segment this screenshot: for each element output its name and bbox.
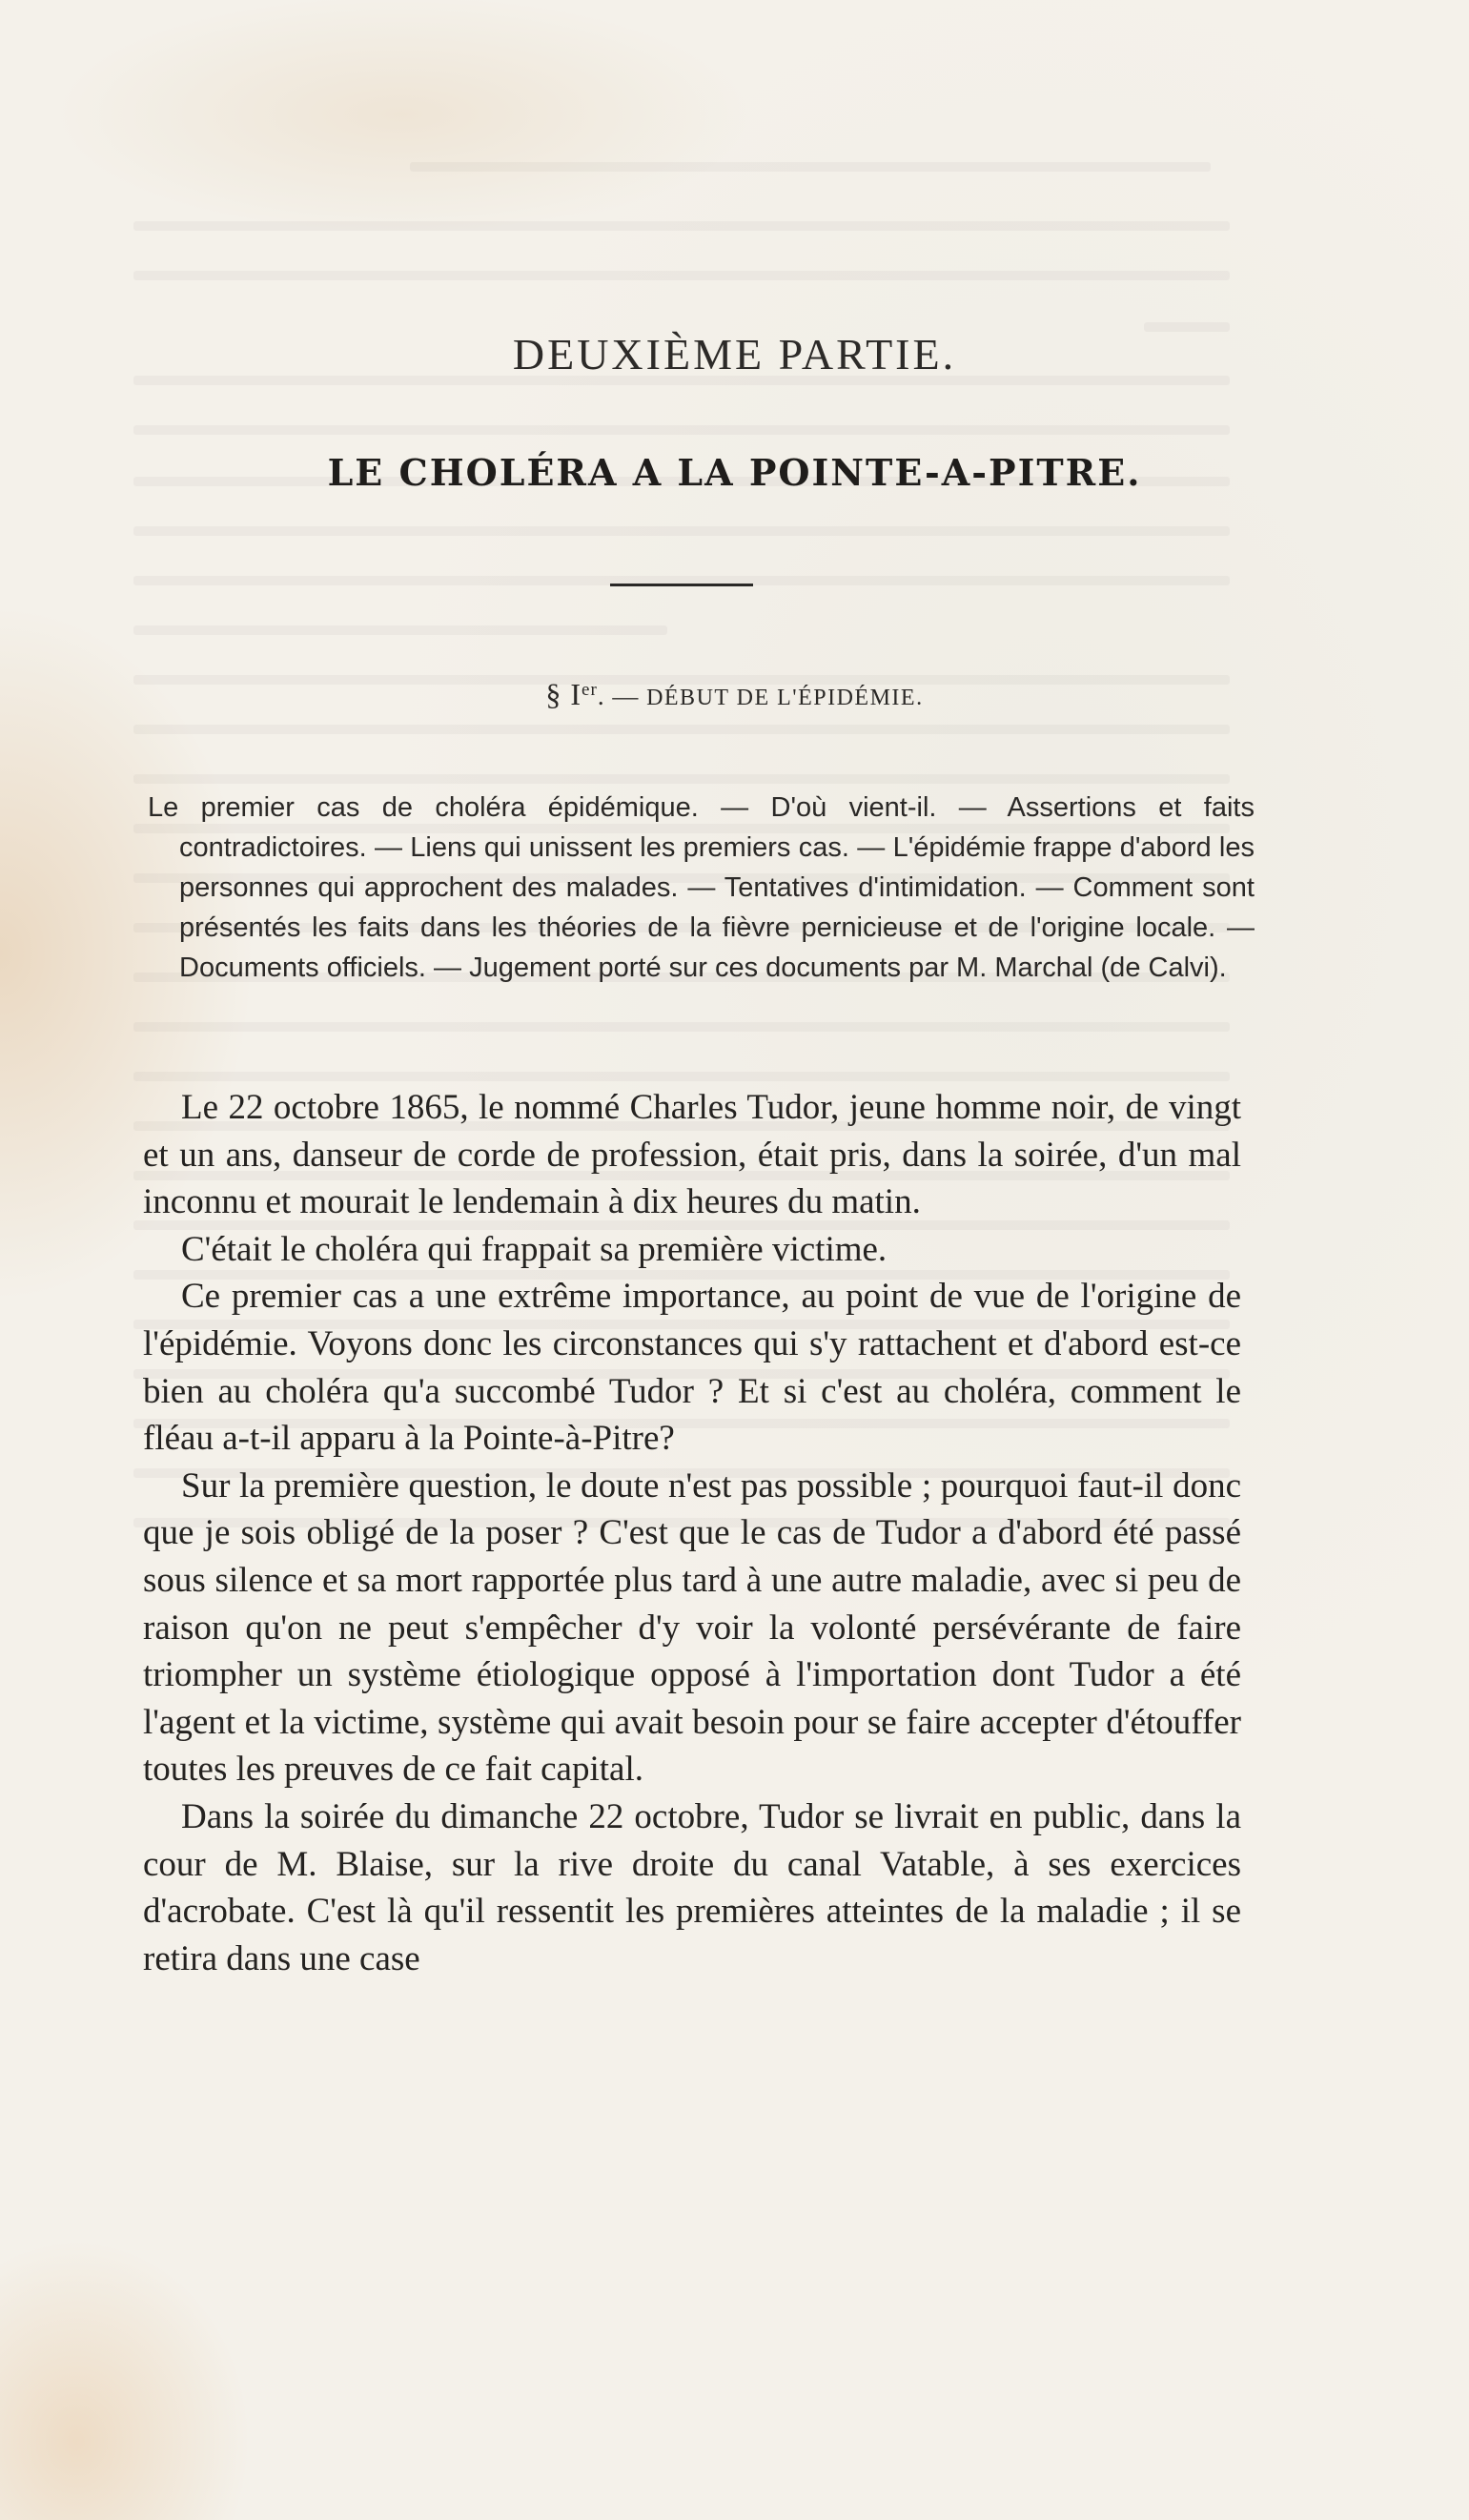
title-divider: [610, 584, 753, 586]
body-text: [143, 1084, 1241, 1982]
section-number: § I: [545, 677, 582, 711]
section-heading: [0, 677, 1469, 712]
paragraph: Le 22 octobre 1865, le nommé Charles Tudor, jeune homme noir, de vingt et un ans, danseur de corde de profession, était pris, dans la soirée, d'un mal inconnu et mourait le lendemain à dix heures du matin.: [143, 1088, 1241, 1222]
paragraph: C'était le choléra qui frappait sa première victime.: [181, 1229, 888, 1269]
main-title: LE CHOLÉRA A LA POINTE-A-PITRE.: [327, 451, 1142, 494]
section-title: DÉBUT DE L'ÉPIDÉMIE.: [646, 686, 924, 710]
chapter-summary: Le premier cas de choléra épidémique. — D'où vient-il. — Assertions et faits contradictoires. — Liens qui unissent les premiers cas. — L'épidémie frappe d'abord les personnes qui approchent des malades. — Tentatives d'intimidation. — Comment sont présentés les faits dans les théories de la fièvre pernicieuse et de l'origine locale. — Documents officiels. — Jugement porté sur ces documents par M. Marchal (de Calvi).: [148, 792, 1255, 983]
part-title: DEUXIÈME PARTIE.: [512, 330, 957, 379]
section-number-superscript: er: [581, 680, 598, 700]
paragraph: Sur la première question, le doute n'est pas possible ; pourquoi faut-il donc que je sois obligé de la poser ? C'est que le cas de Tudor a d'abord été passé sous silence et sa mort rapportée plus tard à une autre maladie, avec si peu de raison qu'on ne peut s'empêcher d'y voir la volonté persévérante de faire triompher un système étiologique opposé à l'importation dont Tudor a été l'agent et la victime, système qui avait besoin pour se faire accepter d'étouffer toutes les preuves de ce fait capital.: [143, 1465, 1241, 1790]
paragraph: Dans la soirée du dimanche 22 octobre, Tudor se livrait en public, dans la cour de M. Blaise, sur la rive droite du canal Vatable, à ses exercices d'acrobate. C'est là qu'il ressentit les premières atteintes de la maladie ; il se retira dans une case: [143, 1796, 1241, 1978]
section-separator: . —: [597, 682, 647, 710]
paragraph: Ce premier cas a une extrême importance, au point de vue de l'origine de l'épidémie. Voyons donc les circonstances qui s'y rattachent et d'abord est-ce bien au choléra qu'a succombé Tudor ? Et si c'est au choléra, comment le fléau a-t-il apparu à la Pointe-à-Pitre?: [143, 1277, 1241, 1459]
